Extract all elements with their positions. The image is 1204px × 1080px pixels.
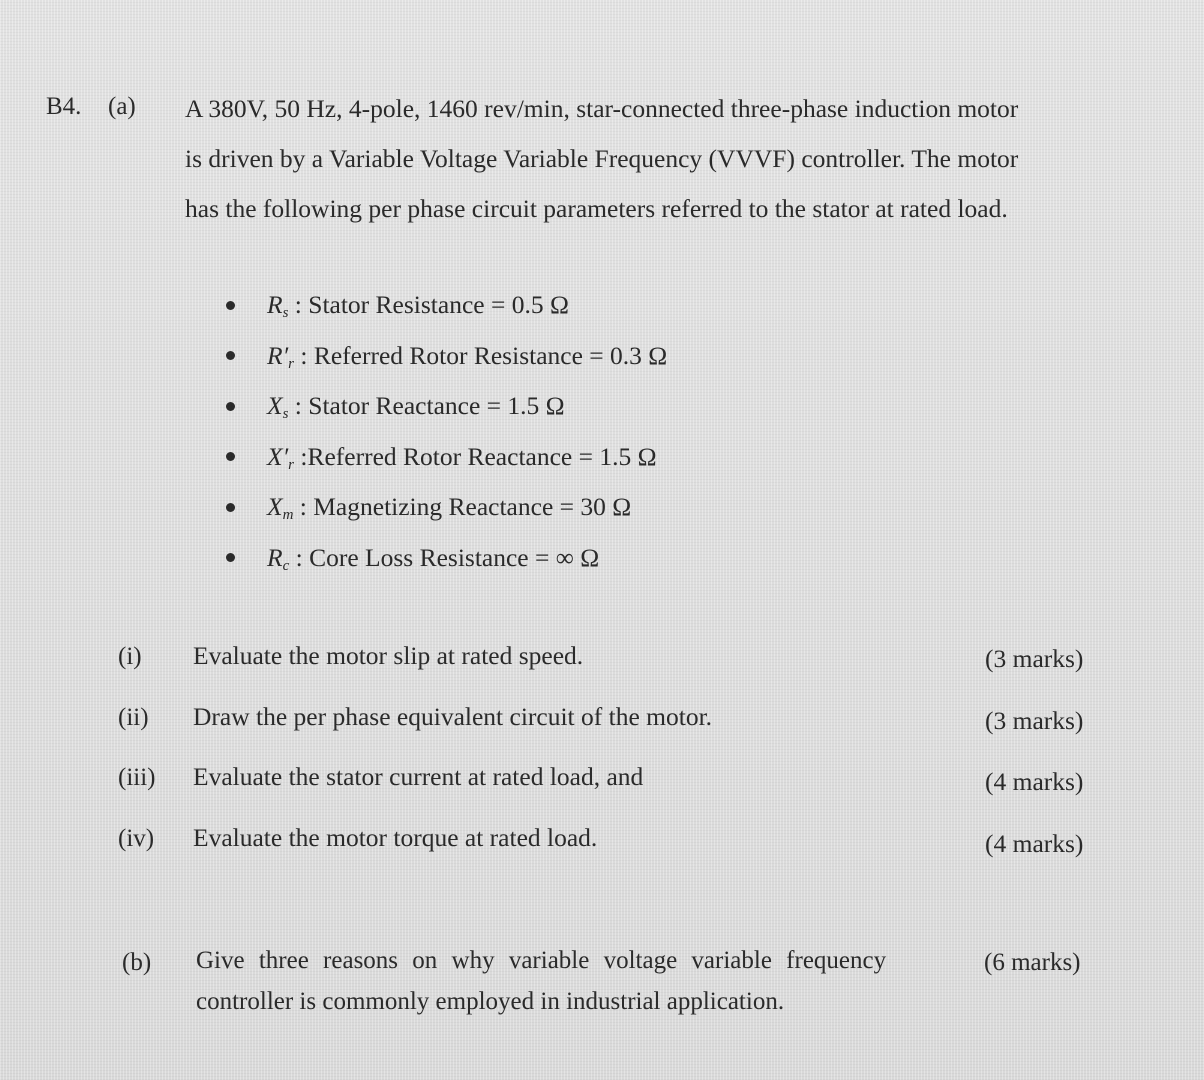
part-b-text-line-2: controller is commonly employed in industrial application. — [196, 988, 785, 1015]
parameter-magnetizing-reactance — [226, 482, 667, 533]
bullet-icon — [226, 553, 235, 562]
sub-question-text-i: Evaluate the motor slip at rated speed. — [193, 641, 584, 670]
parameter-list — [226, 280, 667, 583]
bullet-icon — [226, 452, 235, 461]
stem-line-1: A 380V, 50 Hz, 4-pole, 1460 rev/min, star-connected three-phase induction motor — [185, 94, 1019, 123]
param-text: : Referred Rotor Resistance = 0.3 Ω — [294, 340, 668, 370]
parameter-rotor-resistance — [226, 331, 667, 382]
param-symbol: $X_s$ — [267, 391, 289, 422]
param-text: : Magnetizing Reactance = 30 Ω — [293, 492, 632, 521]
parameter-stator-reactance — [226, 381, 667, 432]
param-symbol: $X_m$ — [267, 492, 294, 523]
sub-question-text-iv: Evaluate the motor torque at rated load. — [193, 823, 598, 852]
sub-question-label-ii: (ii) — [118, 704, 149, 731]
param-symbol: $X'_r$ — [267, 441, 294, 473]
part-a-stem — [185, 84, 1130, 234]
bullet-icon — [226, 503, 235, 512]
sub-question-marks-ii: (3 marks) — [985, 706, 1084, 735]
sub-question-marks-iii: (4 marks) — [985, 767, 1084, 796]
param-text: :Referred Rotor Reactance = 1.5 Ω — [294, 441, 657, 471]
param-text: : Stator Resistance = 0.5 Ω — [288, 290, 569, 319]
sub-question-text-ii: Draw the per phase equivalent circuit of the motor. — [193, 702, 713, 731]
sub-question-marks-i: (3 marks) — [985, 644, 1084, 673]
parameter-core-loss-resistance — [226, 533, 667, 584]
part-b-label: (b) — [122, 949, 152, 976]
param-symbol: $R_s$ — [267, 290, 289, 321]
sub-question-marks-iv: (4 marks) — [985, 829, 1084, 858]
sub-question-label-iii: (iii) — [118, 764, 156, 791]
sub-question-label-iv: (iv) — [118, 825, 155, 852]
parameter-stator-resistance — [226, 280, 667, 331]
param-text: : Stator Reactance = 1.5 Ω — [288, 391, 565, 420]
part-a-label: (a) — [108, 93, 136, 120]
bullet-icon — [226, 301, 235, 310]
bullet-icon — [226, 351, 235, 360]
param-symbol: $R_c$ — [267, 542, 290, 574]
bullet-icon — [226, 402, 235, 411]
param-symbol: $R'_r$ — [267, 340, 294, 372]
part-b-text-line-1: Give three reasons on why variable voltage variable frequency — [196, 947, 887, 974]
stem-line-3: has the following per phase circuit parameters referred to the stator at rated load. — [185, 194, 1008, 223]
param-text: : Core Loss Resistance = ∞ Ω — [289, 542, 600, 572]
stem-line-2: is driven by a Variable Voltage Variable Frequency (VVVF) controller. The motor — [185, 144, 1019, 173]
part-b-marks: (6 marks) — [984, 949, 1081, 976]
sub-question-text-iii: Evaluate the stator current at rated load, and — [193, 762, 644, 791]
question-number: B4. — [46, 93, 82, 120]
parameter-rotor-reactance — [226, 432, 667, 483]
sub-question-label-i: (i) — [118, 643, 142, 670]
